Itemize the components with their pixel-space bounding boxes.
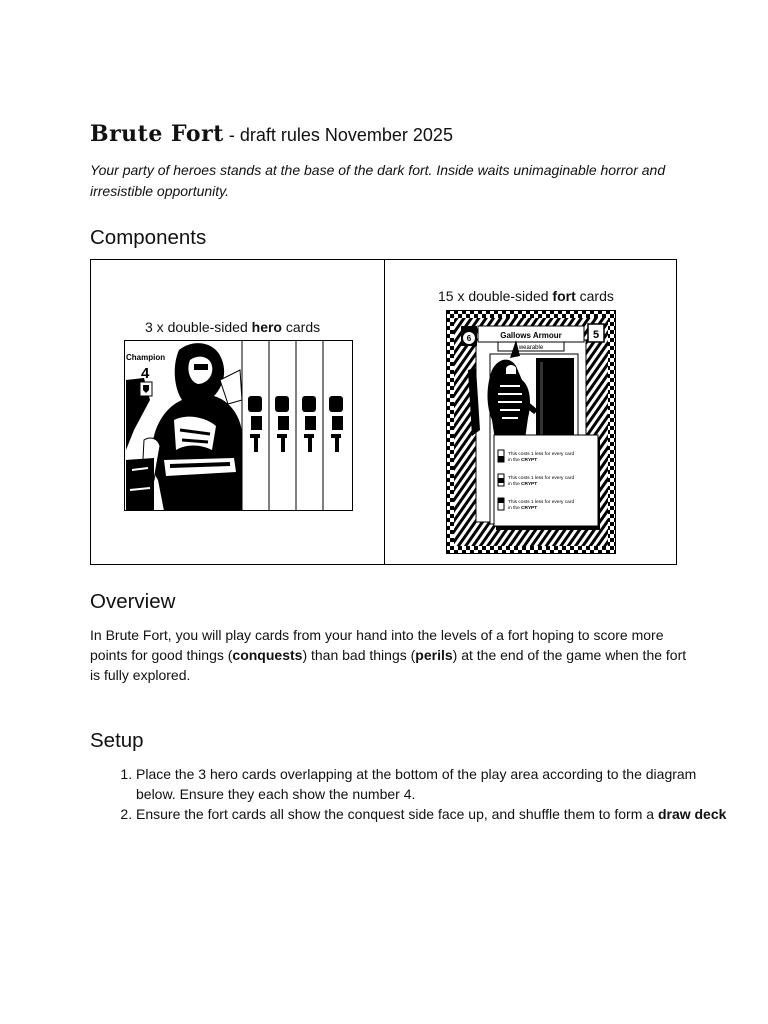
title-subtitle: - draft rules November 2025	[223, 125, 453, 145]
draw-deck-term: draw deck	[657, 806, 727, 822]
fort-cards-caption: 15 x double-sided fort cards	[438, 288, 614, 304]
hero-card-value: 4	[141, 365, 150, 382]
fort-card-cost: 6	[466, 334, 472, 343]
fort-card-image	[446, 310, 616, 554]
components-heading: Components	[90, 226, 207, 249]
intro-paragraph: Your party of heroes stands at the base of the dark fort. Inside waits unimaginable horror and irresistible opportunity.	[90, 162, 666, 199]
hero-cards-image	[124, 340, 354, 512]
game-title: Brute Fort	[90, 121, 224, 147]
fort-card-name: Gallows Armour	[500, 331, 562, 340]
setup-step-2: 2. Ensure the fort cards all show the conquest side face up, and shuffle them to form a draw deck	[136, 804, 736, 824]
fort-keyword: fort	[552, 288, 576, 304]
overview-heading: Overview	[90, 590, 176, 613]
hero-cards-caption: 3 x double-sided hero cards	[145, 319, 321, 335]
svg-text:This costs 1 less for every ca: This costs 1 less for every card	[508, 452, 575, 457]
perils-term: perils	[415, 647, 453, 663]
overview-paragraph: In Brute Fort, you will play cards from your hand into the levels of a fort hoping to score more points for good things (conquests) than bad things (perils) at the end of the game when the fort is fully explored.	[90, 627, 687, 683]
conquests-term: conquests	[232, 647, 303, 663]
setup-heading: Setup	[90, 729, 144, 752]
setup-steps-list	[90, 764, 736, 824]
svg-text:This costs 1 less for every ca: This costs 1 less for every card	[508, 500, 575, 505]
hero-keyword: hero	[251, 319, 282, 335]
hero-card-name: Champion	[126, 353, 166, 362]
svg-text:in the CRYPT: in the CRYPT	[508, 506, 538, 511]
fort-card-points: 5	[592, 329, 600, 341]
svg-text:in the CRYPT: in the CRYPT	[508, 458, 538, 463]
fort-rules-box	[494, 435, 600, 530]
components-table	[90, 259, 677, 565]
fort-card-type: wearable	[518, 345, 544, 351]
svg-text:This costs 1 less for every ca: This costs 1 less for every card	[508, 476, 575, 481]
svg-text:in the CRYPT: in the CRYPT	[508, 482, 538, 487]
setup-step-1: 1. Place the 3 hero cards overlapping at the bottom of the play area according to the diagram below. Ensure they each show the number 4.	[136, 764, 736, 804]
page-title	[90, 121, 453, 147]
table-divider	[384, 260, 385, 564]
